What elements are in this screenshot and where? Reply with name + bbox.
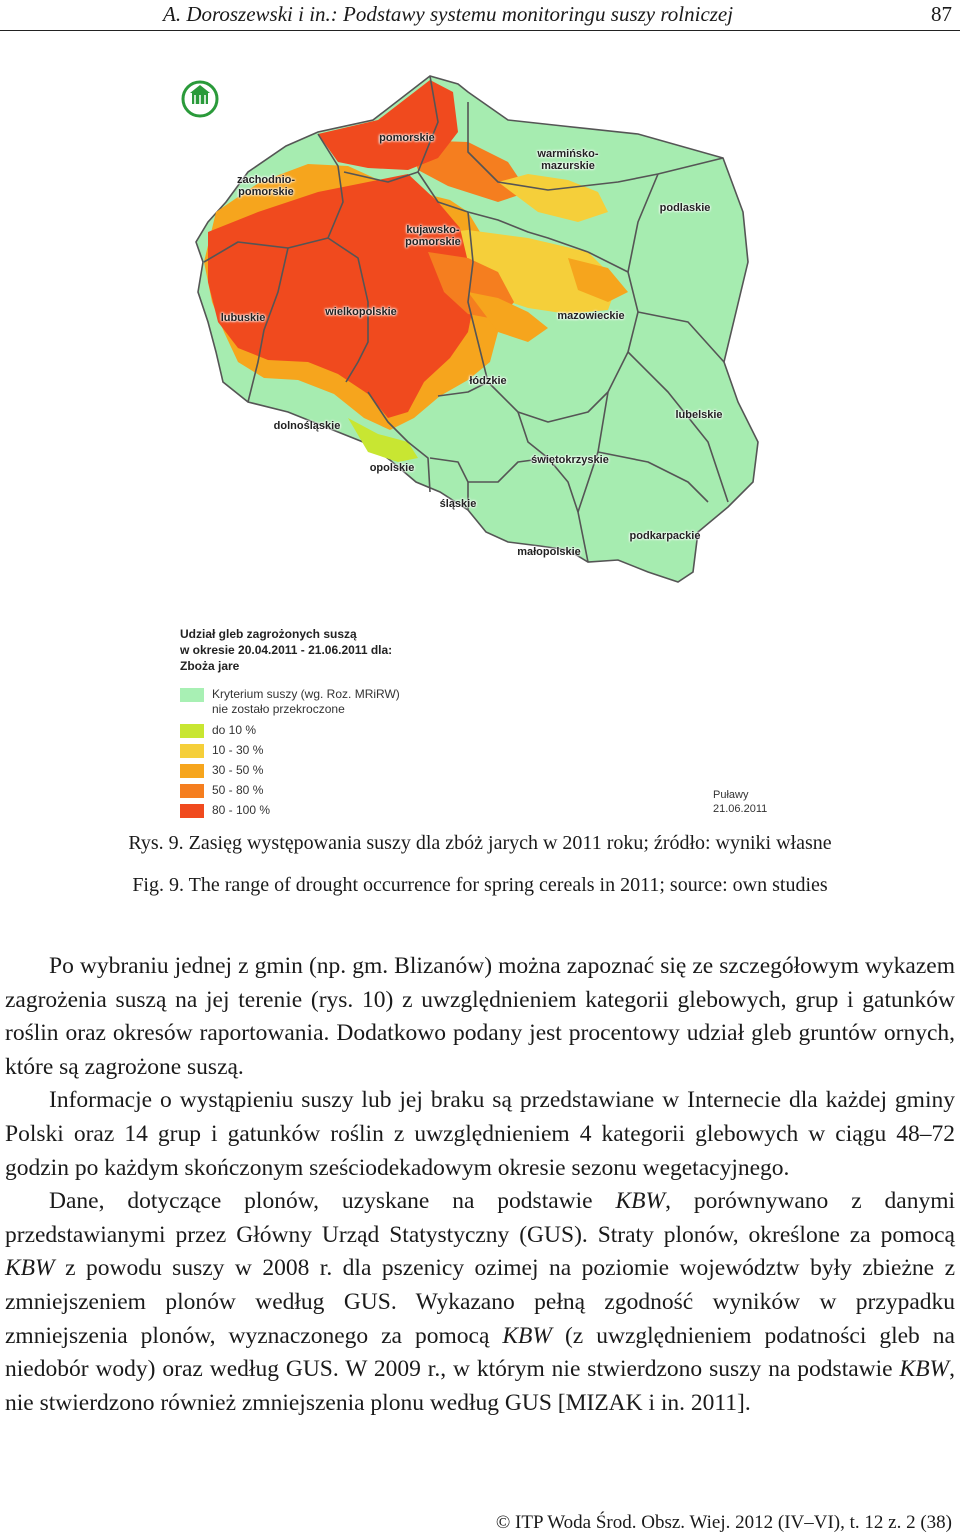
paragraph-text: , nie stwierdzono również zmniejszenia plonu według GUS [ <box>5 1356 955 1416</box>
paragraph-text: , porównywano z danymi przedstawianymi przez Główny Urząd Statystyczny (GUS). Straty plonów, określone za pomocą <box>5 1188 956 1248</box>
running-title: A. Doroszewski i in.: Podstawy systemu monitoringu suszy rolniczej <box>163 2 734 26</box>
legend-swatch <box>180 724 204 738</box>
paragraph <box>5 1185 955 1420</box>
region-label-dolnoslaskie: dolnośląskie <box>273 420 341 432</box>
page-number: 87 <box>931 2 952 26</box>
legend-item <box>180 742 460 762</box>
legend-swatch <box>180 744 204 758</box>
legend-label: 10 - 30 % <box>212 743 264 757</box>
legend-item <box>180 686 460 722</box>
paragraph-text: (z uwzględnieniem podatności gleb na niedobór wody) oraz według GUS. W 2009 r., w którym nie stwierdzono suszy na podstawie <box>5 1322 955 1383</box>
paragraph: Po wybraniu jednej z gmin (np. gm. Blizanów) można zapoznać się ze szczegółowym wykazem zagrożenia suszą na jej terenie (rys. 10) z uwzględnieniem kategorii glebowych, grup i gatunków roślin oraz okresów raportowania. Dodatkowo podany jest procentowy udział gleb gruntów ornych, które są zagrożone suszą. <box>5 953 955 1080</box>
region-label-pomorskie: pomorskie <box>379 132 435 144</box>
legend-item <box>180 762 460 782</box>
paragraph-text: Dane, dotyczące plonów, uzyskane na podstawie <box>49 1188 616 1215</box>
drought-map-figure <box>168 62 788 822</box>
journal-footer: © ITP Woda Środ. Obsz. Wiej. 2012 (IV–VI), t. 12 z. 2 (38) <box>495 1512 952 1533</box>
legend-item <box>180 722 460 742</box>
figure-caption-pl: Rys. 9. Zasięg występowania suszy dla zbóż jarych w 2011 roku; źródło: wyniki własne <box>128 832 832 854</box>
legend-label: Kryterium suszy (wg. Roz. MRiRW) nie zostało przekroczone <box>212 687 400 716</box>
region-label-lubuskie: lubuskie <box>220 312 266 324</box>
region-label-kujawsko-pomorskie: kujawsko- pomorskie <box>405 224 461 248</box>
region-label-swietokrzyskie: świętokrzyskie <box>531 454 609 466</box>
region-label-zachodniopomorskie: zachodnio- pomorskie <box>236 174 296 198</box>
region-label-mazowieckie: mazowieckie <box>557 310 625 322</box>
legend-swatch <box>180 688 204 702</box>
region-label-malopolskie: małopolskie <box>517 546 581 558</box>
region-label-podkarpackie: podkarpackie <box>629 530 701 542</box>
legend-item <box>180 802 460 822</box>
region-label-warminsko-mazurskie: warmińsko- mazurskie <box>537 148 599 172</box>
legend-label: do 10 % <box>212 723 257 737</box>
iung-logo-icon <box>183 82 217 116</box>
legend-swatch <box>180 804 204 818</box>
region-label-slaskie: śląskie <box>439 498 477 510</box>
region-label-wielkopolskie: wielkopolskie <box>325 306 397 318</box>
legend-title: Udział gleb zagrożonych suszą w okresie 20.04.2011 - 21.06.2011 dla: Zboża jare <box>180 627 393 673</box>
citation-author: MIZAK <box>565 1389 643 1416</box>
legend-label: 50 - 80 % <box>212 783 264 797</box>
running-header <box>0 0 960 31</box>
paragraph-text: z powodu suszy w 2008 r. dla pszenicy ozimej na poziomie województw były zbieżne z zmniejszeniem plonów według GUS. Wykazano pełną zgodność wyników w przypadku zmniejszenia plonów, wyznaczonego za pomocą <box>5 1255 955 1349</box>
paragraph-text: i in. 2011]. <box>642 1389 751 1416</box>
region-label-opolskie: opolskie <box>369 462 415 474</box>
region-label-lodzkie: łódzkie <box>469 375 507 387</box>
kbw-term: KBW <box>615 1188 666 1215</box>
map-date-stamp: Puławy 21.06.2011 <box>713 789 768 815</box>
legend-label: 30 - 50 % <box>212 763 264 777</box>
legend-swatch <box>180 764 204 778</box>
map-legend <box>180 686 460 822</box>
region-label-podlaskie: podlaskie <box>659 202 711 214</box>
figure-caption-en: Fig. 9. The range of drought occurrence for spring cereals in 2011; source: own studies <box>132 874 828 896</box>
paragraph: Informacje o wystąpieniu suszy lub jej braku są przedstawiane w Internecie dla każdej gminy Polski oraz 14 grup i gatunków roślin z uwzględnieniem 4 kategorii glebowych w ciągu 48–72 godzin po każdym skończonym sześciodekadowym okresie sezonu wegetacyjnego. <box>5 1087 955 1181</box>
region-label-lubelskie: lubelskie <box>675 409 723 421</box>
kbw-term: KBW <box>5 1255 55 1282</box>
legend-item <box>180 782 460 802</box>
legend-swatch <box>180 784 204 798</box>
legend-label: 80 - 100 % <box>212 803 271 817</box>
body-text <box>5 950 955 1420</box>
kbw-term: KBW <box>502 1322 552 1349</box>
kbw-term: KBW <box>899 1356 950 1383</box>
